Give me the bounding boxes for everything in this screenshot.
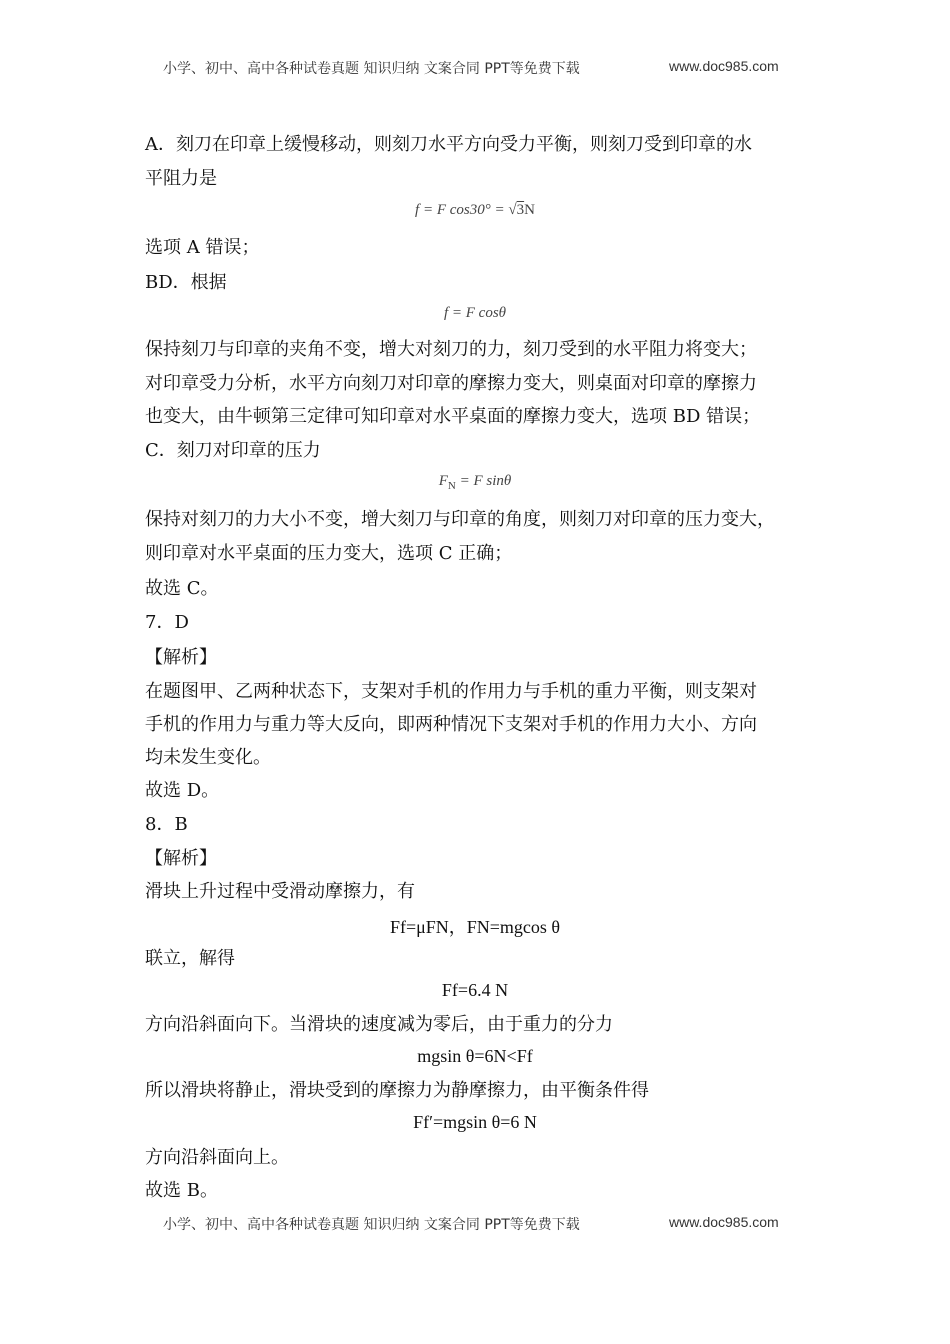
q8-line2: 联立，解得 xyxy=(145,948,235,969)
page-header xyxy=(163,58,779,78)
q8-eq2: Ff=6.4 N xyxy=(441,980,509,1000)
q8-equation-1 xyxy=(0,913,950,939)
q6-conclusion: 故选 C。 xyxy=(145,578,219,599)
q6-option-a-result: 选项 A 错误； xyxy=(145,237,260,258)
header-text: 小学、初中、高中各种试卷真题 知识归纳 文案合同 PPT等免费下载 xyxy=(163,61,580,77)
q8-equation-4 xyxy=(0,1112,950,1133)
q6-option-bd-intro: BD．根据 xyxy=(145,272,227,293)
eq2-text: f = F cosθ xyxy=(443,305,507,321)
q8-eq3: mgsin θ=6N<Ff xyxy=(417,1046,533,1066)
footer-site-link[interactable]: www.doc985.com xyxy=(669,1214,779,1230)
eq3-sub: N xyxy=(447,480,456,492)
eq3-rhs: = F sinθ xyxy=(455,473,512,489)
q6-equation-3 xyxy=(0,473,950,492)
q6-bd-line3: 也变大，由牛顿第三定律可知印章对水平桌面的摩擦力变大，选项 BD 错误； xyxy=(145,406,761,427)
q7-answer: 7．D xyxy=(145,612,189,633)
eq1-lhs: f = F cos30° = xyxy=(415,202,509,218)
q8-line3: 方向沿斜面向下。当滑块的速度减为零后，由于重力的分力 xyxy=(145,1014,613,1035)
q6-option-a-line2: 平阻力是 xyxy=(145,168,217,189)
q6-option-a-line1: A．刻刀在印章上缓慢移动，则刻刀水平方向受力平衡，则刻刀受到印章的水 xyxy=(145,134,752,155)
q7-analysis-label: 【解析】 xyxy=(145,647,217,668)
header-site-link[interactable]: www.doc985.com xyxy=(669,58,779,74)
page-footer xyxy=(163,1214,779,1234)
q8-equation-3 xyxy=(0,1046,950,1067)
q8-eq4: Ff′=mgsin θ=6 N xyxy=(413,1112,537,1132)
q6-c-line2: 则印章对水平桌面的压力变大，选项 C 正确； xyxy=(145,543,513,564)
q7-line2: 手机的作用力与重力等大反向，即两种情况下支架对手机的作用力大小、方向 xyxy=(145,714,757,735)
q6-c-line1: 保持对刻刀的力大小不变，增大刻刀与印章的角度，则刻刀对印章的压力变大， xyxy=(145,509,775,530)
eq1-root: 3 xyxy=(516,202,525,218)
eq1-unit: N xyxy=(524,202,535,218)
q8-line1: 滑块上升过程中受滑动摩擦力，有 xyxy=(145,881,415,902)
q8-equation-2 xyxy=(0,980,950,1001)
q6-equation-1: f = F cos30° = √3N xyxy=(415,202,535,218)
q7-line1: 在题图甲、乙两种状态下，支架对手机的作用力与手机的重力平衡，则支架对 xyxy=(145,681,757,702)
footer-text: 小学、初中、高中各种试卷真题 知识归纳 文案合同 PPT等免费下载 xyxy=(163,1217,580,1233)
q6-option-c-intro: C．刻刀对印章的压力 xyxy=(145,440,321,461)
q8-analysis-label: 【解析】 xyxy=(145,848,217,869)
eq3-f: F xyxy=(438,473,448,489)
q6-bd-line1: 保持刻刀与印章的夹角不变，增大对刻刀的力，刻刀受到的水平阻力将变大； xyxy=(145,339,757,360)
q7-line3: 均未发生变化。 xyxy=(145,747,271,768)
q8-eq1: Ff=μFN，FN=mgcos θ xyxy=(389,917,561,937)
q8-line5: 方向沿斜面向上。 xyxy=(145,1147,289,1168)
q6-bd-line2: 对印章受力分析，水平方向刻刀对印章的摩擦力变大，则桌面对印章的摩擦力 xyxy=(145,373,757,394)
q8-line4: 所以滑块将静止，滑块受到的摩擦力为静摩擦力，由平衡条件得 xyxy=(145,1080,649,1101)
q8-conclusion: 故选 B。 xyxy=(145,1180,218,1201)
q6-equation-2 xyxy=(0,305,950,322)
q7-conclusion: 故选 D。 xyxy=(145,780,220,801)
q8-answer: 8．B xyxy=(145,814,188,835)
